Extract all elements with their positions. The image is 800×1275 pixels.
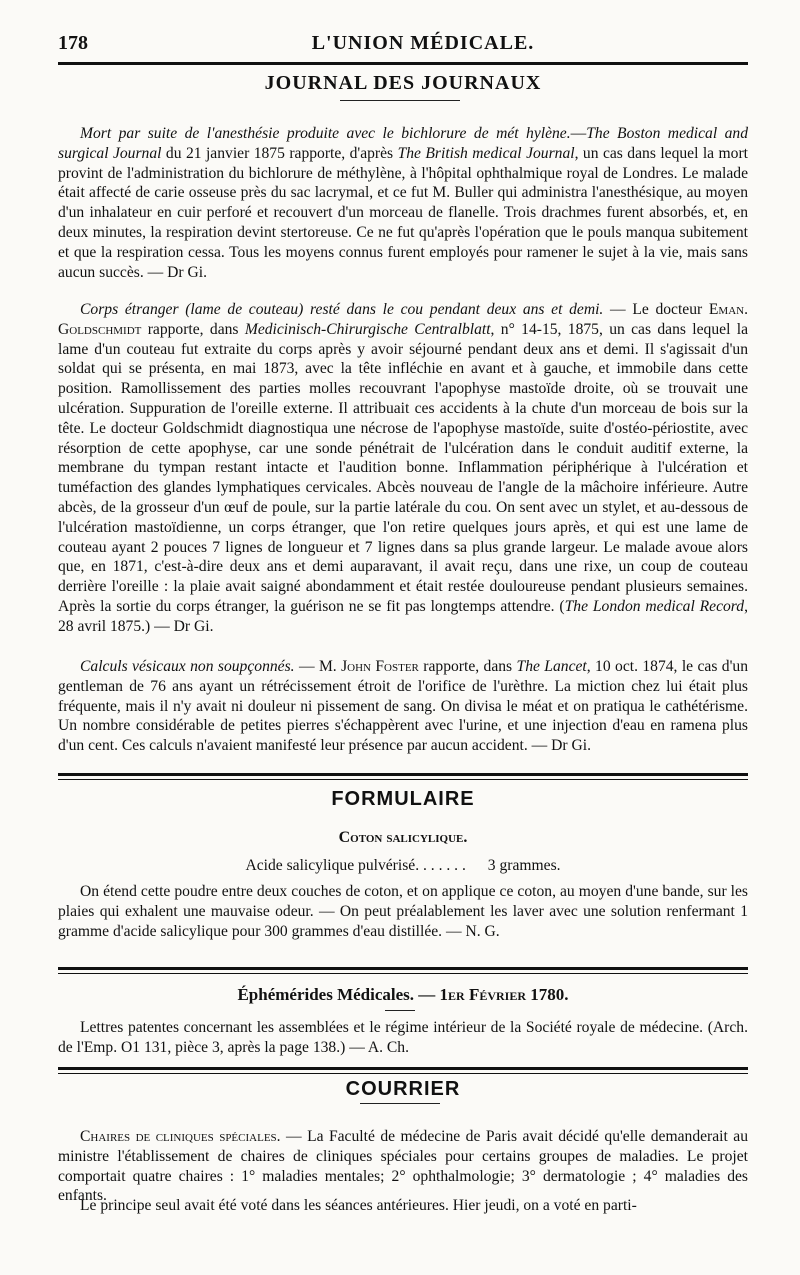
article-title: Calculs vésicaux non soupçonnés. — [80, 658, 295, 675]
section-rule — [58, 773, 748, 776]
article-calculs — [58, 657, 748, 756]
journal-title: L'UNION MÉDICALE. — [311, 32, 535, 54]
article-text: , n° 14-15, 1875, un cas dans lequel la lame d'un couteau fut extraite du corps après y avoir séjourné pendant deux ans et demi. Il s'agissait d'un soldat qui se présenta, en mai 1873, avec la tête infléchie en avant et à gauche, et immobile dans cette position. Ramollissement des parties molles recouvrant l'apophyse mastoïde droite, où se trouvait une ulcération. Suppuration de l'oreille externe. Il attribuait ces accidents à la chute d'un morceau de bois sur la tête. Le docteur Goldschmidt diagnostiqua une nécrose de l'apophyse mastoïde, suite d'ostéo-périostite, avec résorption de cette apophyse, car une sonde pénétrait de l'ulcération dans le conduit auditif externe, la membrane du tympan restant intacte et l'audition bonne. Inflammation périphérique à l'ulcération et tuméfaction des glandes lymphatiques cervicales. Abcès nouveau de l'angle de la mâchoire inférieure. Autre abcès, de la grosseur d'un œuf de poule, sur la partie latérale du cou. On sent avec un stylet, et au-dessous de l'ulcération mastoïdienne, un corps étranger, que l'on retire quelques jours après, et qui est une lame de couteau ayant 2 pouces 7 lignes de longueur et 7 lignes dans sa plus grande largeur. Le malade avoue alors que, en 1871, c'est-à-dire deux ans et demi auparavant, il avait reçu, dans une rixe, un coup de couteau derrière l'oreille : la plaie avait saigné abondamment et était restée douloureuse pendant plusieurs semaines. Après la sortie du corps étranger, la guérison ne se fit pas longtemps attendre. ( — [58, 320, 748, 615]
section-rule — [58, 1067, 748, 1070]
article-text: — M. — [294, 658, 342, 675]
source-name: The London medical Record — [564, 597, 745, 615]
courrier-text: — La Faculté de médecine de Paris avait décidé qu'elle demanderait au ministre l'établissement de chaires de cliniques spéciales pour certains groupes de maladies. Le projet comportait quatre chaires : 1° maladies mentales; 2° ophthalmologie; 3° dermatologie ; 4° maladies des enfants. — [58, 1128, 748, 1205]
ephemerides-heading — [58, 985, 748, 1005]
courrier-underline — [360, 1103, 440, 1104]
ephemerides-date: — 1er Février 1780. — [414, 985, 569, 1004]
article-corps-etranger — [58, 300, 748, 637]
courrier-title: COURRIER — [345, 1078, 461, 1100]
ephemerides-underline — [385, 1010, 415, 1011]
article-anesthesie: Mort par suite de l'anesthésie produite avec le bichlorure de mét hylène.—The Boston medical and surgical Journal du 21 janvier 1875 rapporte, d'après The British medical Journal, un cas dans lequel la mort provint de l'administration du bichlorure de méthylène, à l'hôpital ophthalmique royal de Londres. Le malade était affecté de carie osseuse près du sac lacrymal, et ce fut M. Buller qui administra l'anesthésique, au moyen d'un inhalateur en cuir perforé et recouvert d'un morceau de flanelle. Trois drachmes furent absorbés, et, en deux minutes, la respiration devint stertoreuse. Ce ne fut qu'après l'opération que le pouls manqua subitement et que la respiration cessa. Tous les moyens connus furent employés pour ramener le sujet à la vie, mais sans aucun succès. — Dr Gi. — [58, 125, 748, 281]
source-name: Medicinisch-Chirurgische Centralblatt — [244, 320, 491, 338]
source-name: The Lancet — [516, 658, 587, 675]
recipe-amount: 3 grammes. — [487, 857, 561, 874]
section-rule — [58, 779, 748, 780]
article-text: du 21 janvier 1875 rapporte, d'après — [161, 144, 398, 162]
recipe-ingredient: Acide salicylique pulvérisé. . . . . . . — [245, 857, 466, 874]
formulaire-title: FORMULAIRE — [331, 788, 475, 810]
source-name: The Boston medical and surgical Journal — [58, 125, 748, 162]
recipe-line — [58, 856, 748, 876]
article-title: Mort par suite de l'anesthésie produite avec le bichlorure de mét hylène. — [80, 125, 571, 142]
article-text: , un cas dans lequel la mort provint de l'administration du bichlorure de méthylène, à l'hôpital ophthalmique royal de Londres. Le malade était affecté de carie osseuse près du sac lacrymal, et ce fut M. Buller qui administra l'anesthésique, au moyen d'un inhalateur en cuir perforé et recouvert d'un morceau de flanelle. Trois drachmes furent absorbés, et, en deux minutes, la respiration devint stertoreuse. Ce ne fut qu'après l'opération que le pouls manqua subitement et que la respiration cessa. Tous les moyens connus furent employés pour ramener le sujet à la vie, mais sans aucun succès. — Dr Gi. — [58, 144, 748, 281]
article-text: , 10 oct. 1874, le cas d'un gentleman de 76 ans ayant un rétrécissement étroit de l'orifice de l'urèthre. La miction chez lui était plus fréquente, mais il n'y avait ni douleur ni pissement de sang. On divisa le méat et on pratiqua le cathétérisme. Un nombre considérable de petites pierres s'échappèrent avec l'urine, et une injection d'eau en ramena plus d'un cent. Ces calculs n'avaient manifesté leur présence par aucun accident. — Dr Gi. — [58, 658, 748, 755]
header-rule — [58, 62, 748, 65]
article-text: rapporte, dans — [418, 658, 517, 675]
ephemerides-title: Éphémérides Médicales. — [237, 985, 415, 1004]
section-rule — [58, 1073, 748, 1074]
courrier-lead: Chaires de cliniques spéciales. — [80, 1128, 281, 1145]
section-rule — [58, 973, 748, 974]
formulaire-body: On étend cette poudre entre deux couches de coton, et on applique ce coton, au moyen d'une bande, sur les plaies qui exhalent une mauvaise odeur. — On peut préalablement les laver avec une solution renfermant 1 gramme d'acide salicylique pour 300 grammes d'eau distillée. — N. G. — [58, 883, 748, 940]
courrier-body — [58, 1127, 748, 1206]
courrier-body-continued: Le principe seul avait été voté dans les séances antérieures. Hier jeudi, on a voté en parti- — [80, 1197, 637, 1214]
page-number: 178 — [58, 32, 88, 54]
author-name: Eman. Goldschmidt — [58, 301, 748, 338]
article-text: — Le docteur — [603, 301, 709, 318]
article-text: , 28 avril 1875.) — Dr Gi. — [58, 597, 748, 635]
title-underline — [340, 100, 460, 101]
journal-des-journaux-title: JOURNAL DES JOURNAUX — [264, 72, 542, 94]
source-name: The British medical Journal — [397, 144, 575, 162]
page-header — [58, 30, 748, 60]
author-name: John Foster — [341, 658, 419, 675]
ephemerides-body: Lettres patentes concernant les assemblées et le régime intérieur de la Société royale de médecine. (Arch. de l'Emp. O1 131, pièce 3, après la page 138.) — A. Ch. — [58, 1019, 748, 1056]
section-rule — [58, 967, 748, 970]
formulaire-subtitle: Coton salicylique. — [338, 829, 468, 846]
article-title: Corps étranger (lame de couteau) resté dans le cou pendant deux ans et demi. — [80, 301, 604, 318]
article-text: rapporte, dans — [141, 320, 245, 338]
